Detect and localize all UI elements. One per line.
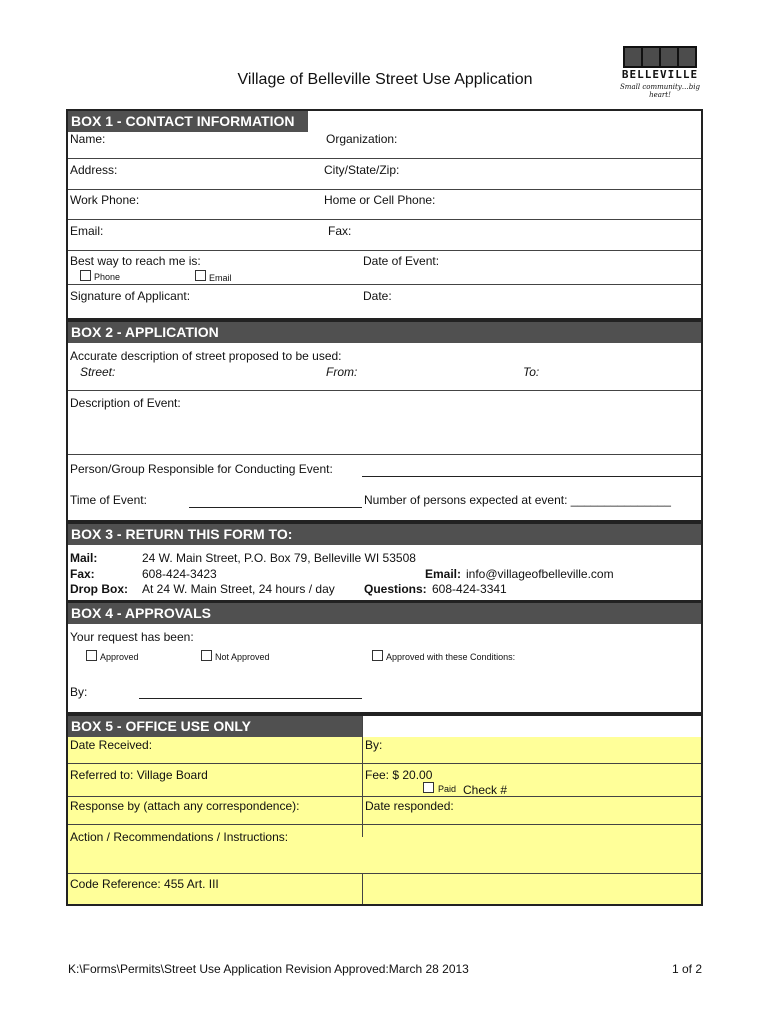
page-title: Village of Belleville Street Use Application (237, 71, 533, 88)
box1-contact (66, 109, 703, 320)
box3-return (66, 522, 703, 602)
box1-header: BOX 1 - CONTACT INFORMATION (68, 111, 308, 132)
logo-word: BELLEVILLE (621, 68, 699, 81)
street-label: Street: (80, 365, 116, 379)
questions-label: Questions: (364, 582, 427, 596)
conditions-checkbox[interactable] (372, 650, 383, 661)
box3-header: BOX 3 - RETURN THIS FORM TO: (68, 524, 701, 545)
fax-label: Fax: (328, 224, 352, 238)
fee-label: Fee: $ 20.00 (365, 768, 433, 782)
by-label: By: (70, 685, 88, 699)
phone-checkbox[interactable] (80, 270, 91, 281)
organization-label: Organization: (326, 132, 398, 146)
referred-label: Referred to: Village Board (70, 768, 208, 782)
box4-header: BOX 4 - APPROVALS (68, 603, 701, 624)
logo-tagline: Small community…big heart! (620, 83, 700, 99)
to-label: To: (523, 365, 540, 379)
best-way-label: Best way to reach me is: (70, 254, 201, 268)
check-number-label: Check # (463, 783, 508, 797)
response-label: Response by (attach any correspondence): (70, 799, 300, 813)
from-label: From: (326, 365, 358, 379)
not-approved-checkbox[interactable] (201, 650, 212, 661)
page-number: 1 of 2 (672, 962, 703, 976)
questions-value: 608-424-3341 (432, 582, 507, 596)
work-phone-label: Work Phone: (70, 193, 140, 207)
mail-value: 24 W. Main Street, P.O. Box 79, Belleville WI 53508 (142, 551, 416, 565)
code-reference-label: Code Reference: 455 Art. III (70, 877, 219, 891)
logo-mark-icon (623, 46, 697, 68)
home-cell-label: Home or Cell Phone: (324, 193, 436, 207)
email-label: Email: (425, 567, 462, 581)
time-of-event-line[interactable] (189, 507, 362, 508)
email-checkbox[interactable] (195, 270, 206, 281)
email-value: info@villageofbelleville.com (466, 567, 614, 581)
date-of-event-label: Date of Event: (363, 254, 440, 268)
date-label: Date: (363, 289, 392, 303)
belleville-logo (617, 46, 703, 98)
time-of-event-label: Time of Event: (70, 493, 147, 507)
drop-box-value: At 24 W. Main Street, 24 hours / day (142, 582, 335, 596)
email-option-label: Email (209, 273, 232, 283)
city-state-zip-label: City/State/Zip: (324, 163, 400, 177)
fax-value: 608-424-3423 (142, 567, 217, 581)
code-fill-right (363, 874, 701, 904)
box4-approvals (66, 601, 703, 714)
office-by-label: By: (365, 738, 383, 752)
box2-application (66, 320, 703, 522)
approved-label: Approved (100, 652, 139, 662)
paid-label: Paid (438, 784, 457, 794)
number-of-persons-label: Number of persons expected at event: _______________ (364, 493, 671, 507)
name-label: Name: (70, 132, 106, 146)
approved-checkbox[interactable] (86, 650, 97, 661)
mail-label: Mail: (70, 551, 98, 565)
email-label: Email: (70, 224, 104, 238)
date-responded-label: Date responded: (365, 799, 454, 813)
person-group-label: Person/Group Responsible for Conducting Event: (70, 462, 333, 476)
box5-office-use (66, 714, 703, 906)
description-label: Description of Event: (70, 396, 181, 410)
person-group-line[interactable] (362, 476, 702, 477)
fax-label: Fax: (70, 567, 95, 581)
signature-label: Signature of Applicant: (70, 289, 191, 303)
not-approved-label: Not Approved (215, 652, 270, 662)
date-received-label: Date Received: (70, 738, 153, 752)
drop-box-label: Drop Box: (70, 582, 128, 596)
box5-header: BOX 5 - OFFICE USE ONLY (68, 716, 362, 737)
request-label: Your request has been: (70, 630, 194, 644)
footer-path: K:\Forms\Permits\Street Use Application Revision Approved:March 28 2013 (68, 962, 469, 976)
phone-option-label: Phone (94, 272, 121, 282)
paid-checkbox[interactable] (423, 782, 434, 793)
by-signature-line[interactable] (139, 698, 362, 699)
office-use-fill-right (362, 737, 701, 836)
conditions-label: Approved with these Conditions: (386, 652, 516, 662)
box2-header: BOX 2 - APPLICATION (68, 322, 701, 343)
address-label: Address: (70, 163, 118, 177)
action-label: Action / Recommendations / Instructions: (70, 830, 289, 844)
accurate-description-label: Accurate description of street proposed to be used: (70, 349, 342, 363)
